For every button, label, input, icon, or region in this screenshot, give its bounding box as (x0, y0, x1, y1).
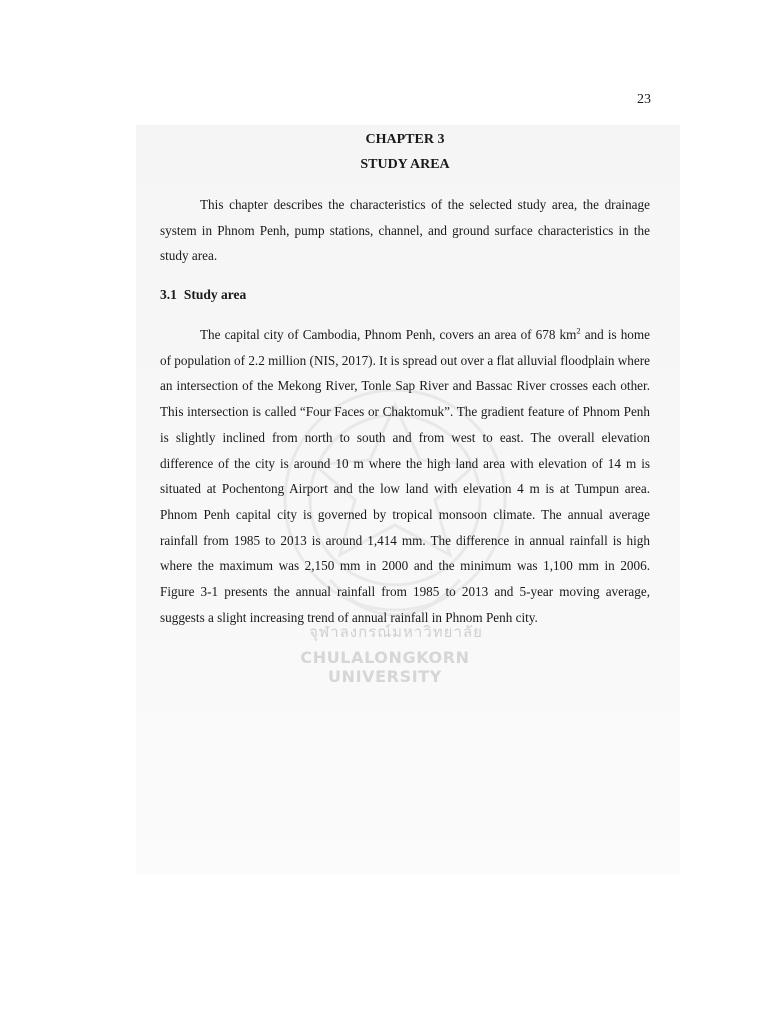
section-title: Study area (183, 287, 247, 302)
chapter-label: CHAPTER 3 (365, 132, 445, 147)
watermark-university-name: CHULALONGKORN UNIVERSITY (300, 648, 470, 686)
intro-paragraph: This chapter describes the characteristics of the selected study area, the drainage system in Phnom Penh, pump stations, channel, and ground surface characteristics in the study area. (160, 197, 650, 264)
section-number: 3.1 (160, 287, 177, 302)
watermark-thai-text: จุฬาลงกรณ์มหาวิทยาลัย (309, 623, 483, 641)
superscript-exponent: 2 (576, 325, 581, 336)
section-heading (160, 287, 246, 303)
paragraph-text-rest: and is home of population of 2.2 million (NIS, 2017). It is spread out over a flat alluvial floodplain where an intersection of the Mekong River, Tonle Sap River and Bassac River crosses each other. This intersection is called “Four Faces or Chaktomuk”. The gradient feature of Phnom Penh is slightly inclined from north to south and from west to east. The overall elevation difference of the city is around 10 m where the high land area with elevation of 14 m is situated at Pochentong Airport and the low land with elevation 4 m is at Tumpun area. Phnom Penh capital city is governed by tropical monsoon climate. The annual average rainfall from 1985 to 2013 is around 1,414 mm. The difference in annual rainfall is high where the maximum was 2,150 mm in 2000 and the minimum was 1,100 mm in 2006. Figure 3-1 presents the annual rainfall from 1985 to 2013 and 5-year moving average, suggests a slight increasing trend of annual rainfall in Phnom Penh city. (160, 327, 651, 625)
study-area-paragraph (160, 322, 650, 630)
chapter-title: STUDY AREA (360, 157, 450, 172)
page-number: 23 (637, 92, 651, 107)
paragraph-text-start: The capital city of Cambodia, Phnom Penh, covers an area of 678 km (200, 327, 577, 342)
